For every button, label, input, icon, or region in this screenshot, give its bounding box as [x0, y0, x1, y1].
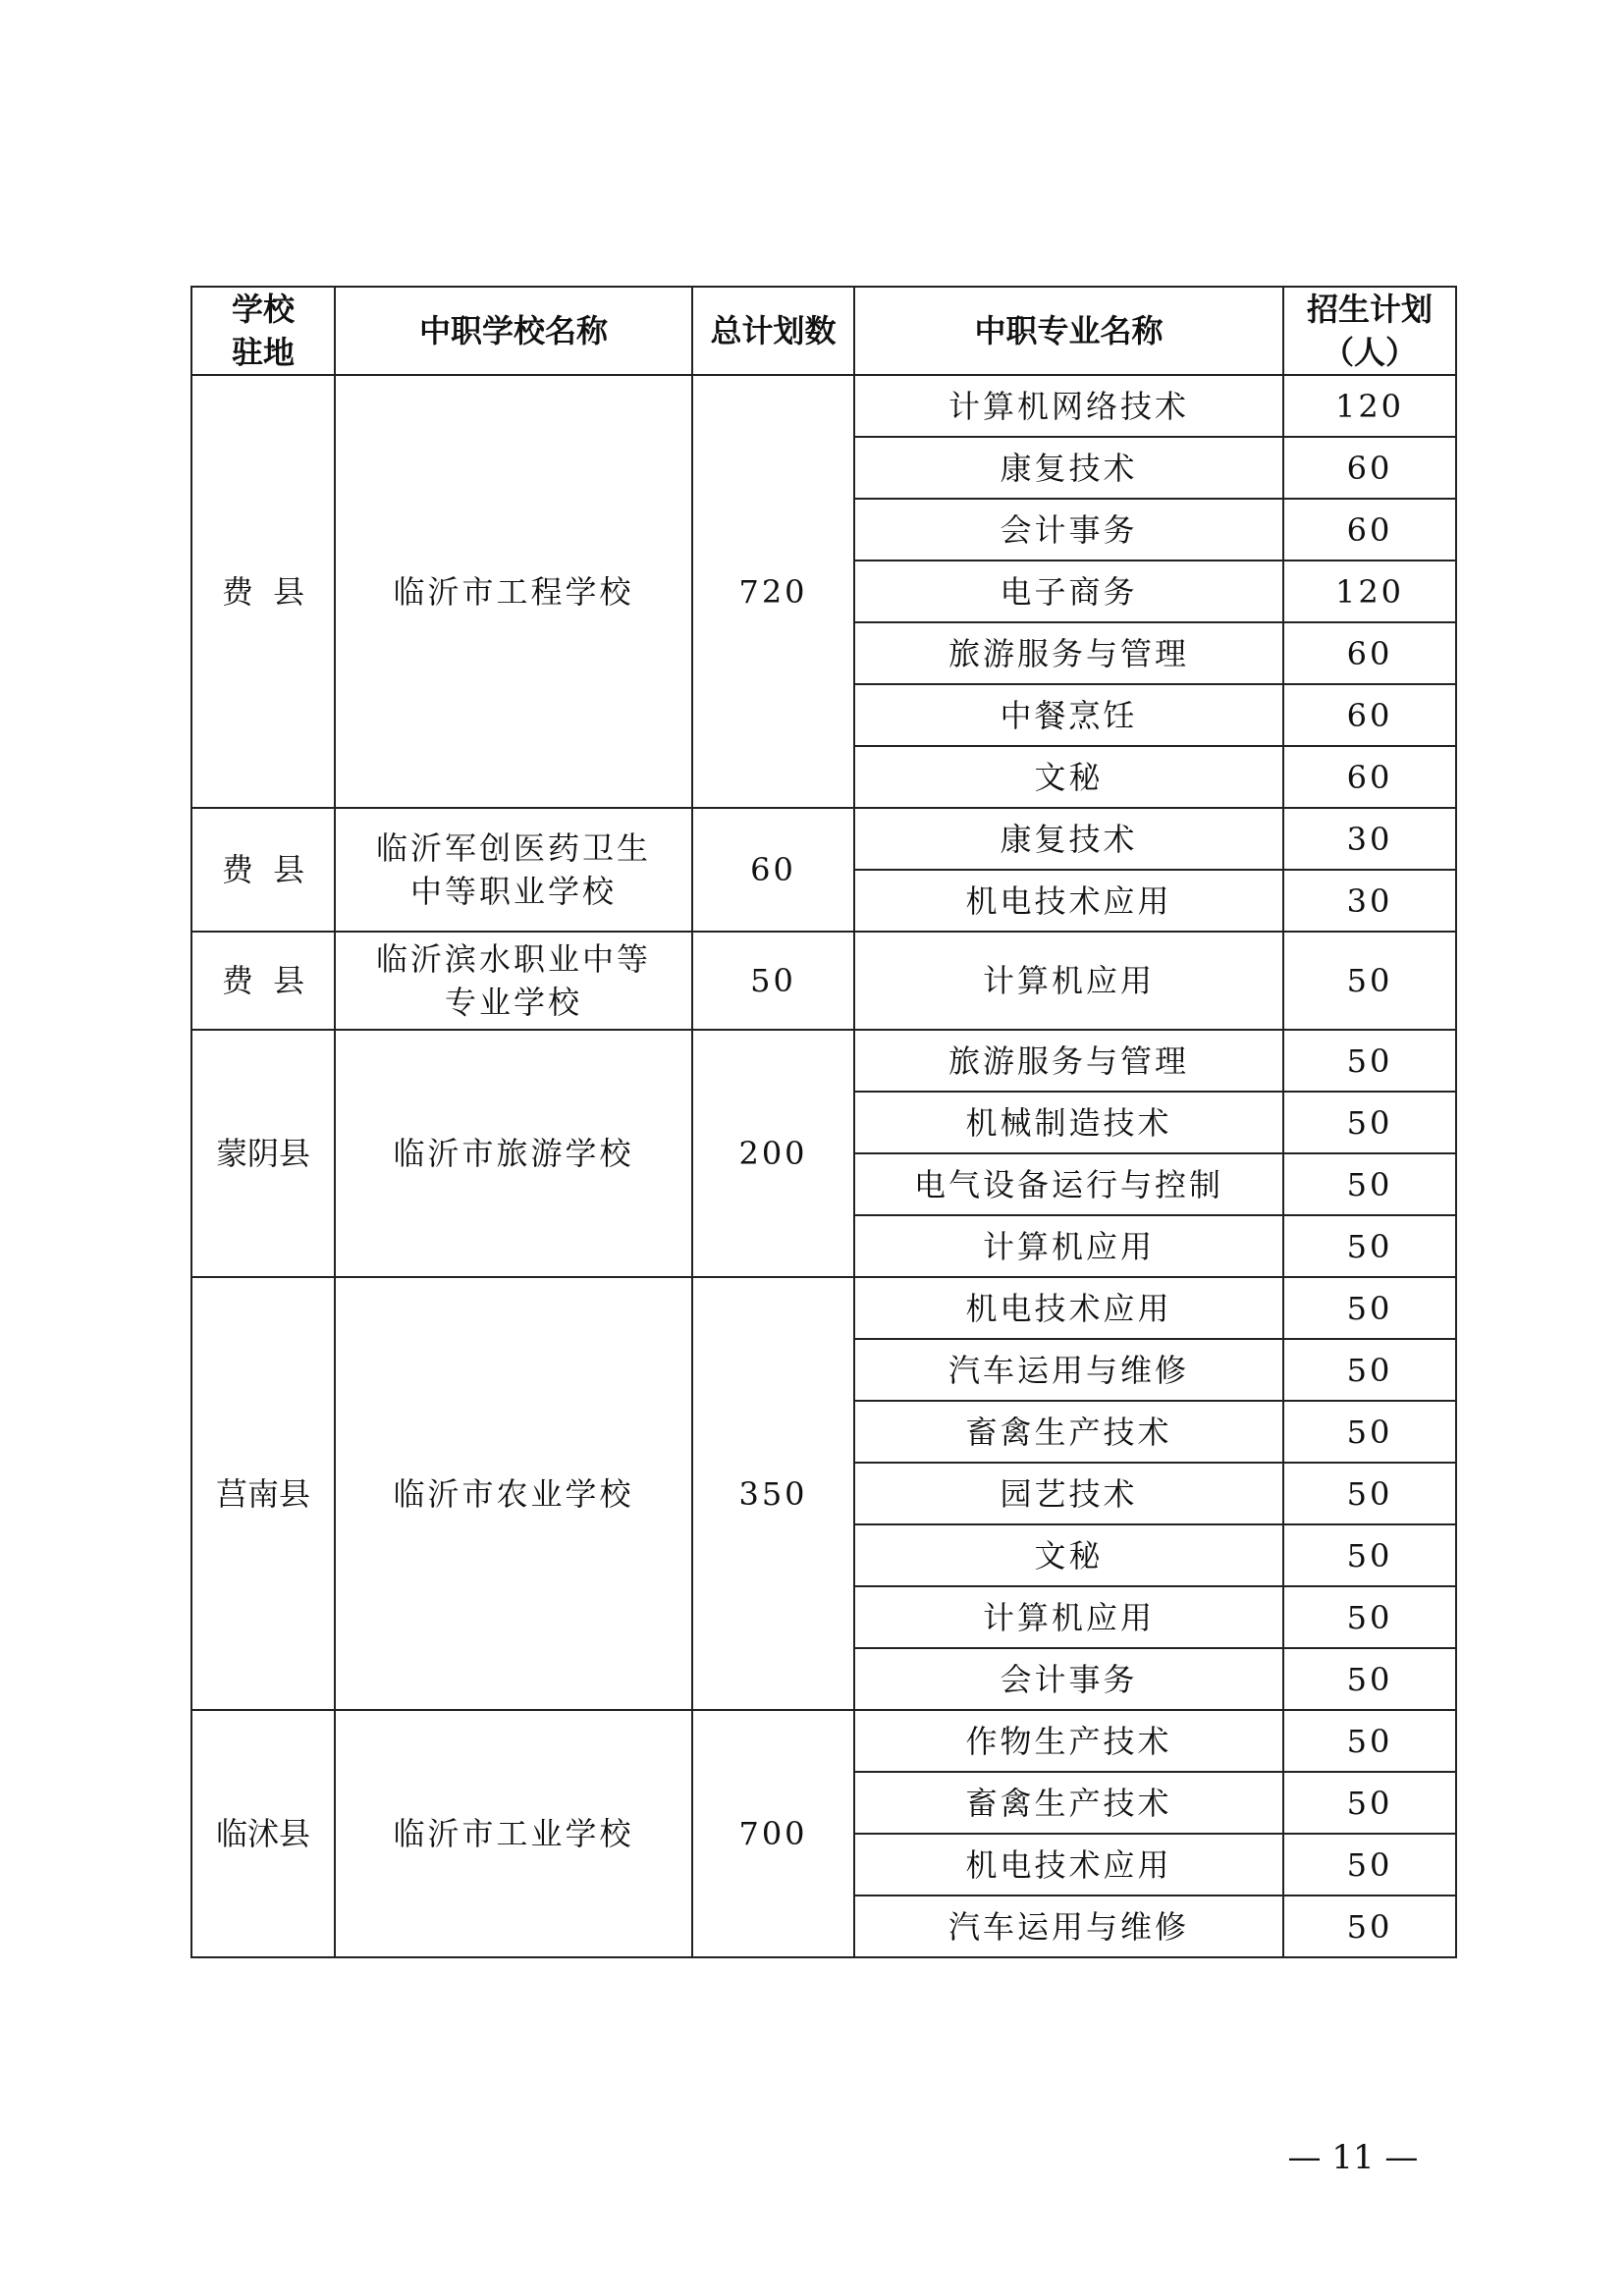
major-name-cell: 计算机应用 — [854, 1215, 1283, 1277]
enrollment-plan-cell: 50 — [1283, 1586, 1456, 1648]
header-school-name: 中职学校名称 — [335, 287, 692, 375]
major-name-cell: 畜禽生产技术 — [854, 1772, 1283, 1834]
table-header-row — [191, 287, 1456, 375]
header-major-name: 中职专业名称 — [854, 287, 1283, 375]
major-name-cell: 园艺技术 — [854, 1463, 1283, 1524]
table-row — [191, 808, 1456, 870]
major-name-cell: 康复技术 — [854, 808, 1283, 870]
major-name-cell: 计算机网络技术 — [854, 375, 1283, 437]
total-plan-cell: 720 — [692, 375, 854, 808]
school-name-cell: 临沂军创医药卫生 中等职业学校 — [335, 808, 692, 932]
header-total-plan: 总计划数 — [692, 287, 854, 375]
enrollment-plan-cell: 50 — [1283, 1834, 1456, 1896]
enrollment-plan-cell: 50 — [1283, 1277, 1456, 1339]
total-plan-cell: 700 — [692, 1710, 854, 1957]
major-name-cell: 机械制造技术 — [854, 1092, 1283, 1153]
major-name-cell: 文秘 — [854, 1524, 1283, 1586]
major-name-cell: 旅游服务与管理 — [854, 622, 1283, 684]
major-name-cell: 电气设备运行与控制 — [854, 1153, 1283, 1215]
enrollment-plan-cell: 30 — [1283, 808, 1456, 870]
school-location-cell: 费 县 — [191, 932, 335, 1030]
enrollment-plan-cell: 60 — [1283, 746, 1456, 808]
major-name-cell: 旅游服务与管理 — [854, 1030, 1283, 1092]
page-number: — 11 — — [1287, 2138, 1419, 2177]
table-row — [191, 375, 1456, 437]
enrollment-plan-cell: 50 — [1283, 1463, 1456, 1524]
enrollment-plan-cell: 120 — [1283, 375, 1456, 437]
enrollment-plan-cell: 50 — [1283, 1710, 1456, 1772]
major-name-cell: 中餐烹饪 — [854, 684, 1283, 746]
enrollment-plan-table — [190, 286, 1457, 1958]
school-location-cell: 费 县 — [191, 808, 335, 932]
school-location-cell: 蒙阴县 — [191, 1030, 335, 1277]
total-plan-cell: 200 — [692, 1030, 854, 1277]
total-plan-cell: 50 — [692, 932, 854, 1030]
enrollment-plan-cell: 50 — [1283, 1030, 1456, 1092]
enrollment-plan-cell: 60 — [1283, 622, 1456, 684]
school-location-cell: 莒南县 — [191, 1277, 335, 1710]
school-name-cell: 临沂市旅游学校 — [335, 1030, 692, 1277]
major-name-cell: 康复技术 — [854, 437, 1283, 499]
school-name-cell: 临沂市农业学校 — [335, 1277, 692, 1710]
enrollment-plan-cell: 50 — [1283, 1648, 1456, 1710]
major-name-cell: 畜禽生产技术 — [854, 1401, 1283, 1463]
school-location-cell: 费 县 — [191, 375, 335, 808]
enrollment-plan-cell: 60 — [1283, 684, 1456, 746]
enrollment-plan-cell: 50 — [1283, 1153, 1456, 1215]
school-name-cell: 临沂滨水职业中等 专业学校 — [335, 932, 692, 1030]
enrollment-plan-cell: 50 — [1283, 1215, 1456, 1277]
header-enrollment-plan: 招生计划 （人） — [1283, 287, 1456, 375]
school-name-cell: 临沂市工程学校 — [335, 375, 692, 808]
major-name-cell: 会计事务 — [854, 1648, 1283, 1710]
school-location-cell: 临沭县 — [191, 1710, 335, 1957]
major-name-cell: 计算机应用 — [854, 932, 1283, 1030]
major-name-cell: 作物生产技术 — [854, 1710, 1283, 1772]
enrollment-plan-cell: 60 — [1283, 499, 1456, 561]
enrollment-plan-cell: 50 — [1283, 932, 1456, 1030]
header-location: 学校 驻地 — [191, 287, 335, 375]
major-name-cell: 机电技术应用 — [854, 870, 1283, 932]
school-name-cell: 临沂市工业学校 — [335, 1710, 692, 1957]
enrollment-plan-cell: 120 — [1283, 561, 1456, 622]
enrollment-plan-cell: 50 — [1283, 1524, 1456, 1586]
table-body — [191, 375, 1456, 1957]
total-plan-cell: 350 — [692, 1277, 854, 1710]
table-row — [191, 1030, 1456, 1092]
enrollment-plan-cell: 50 — [1283, 1772, 1456, 1834]
table-row — [191, 1710, 1456, 1772]
major-name-cell: 汽车运用与维修 — [854, 1896, 1283, 1957]
major-name-cell: 汽车运用与维修 — [854, 1339, 1283, 1401]
total-plan-cell: 60 — [692, 808, 854, 932]
enrollment-plan-cell: 50 — [1283, 1896, 1456, 1957]
major-name-cell: 机电技术应用 — [854, 1834, 1283, 1896]
enrollment-plan-cell: 60 — [1283, 437, 1456, 499]
enrollment-plan-cell: 30 — [1283, 870, 1456, 932]
table-row — [191, 932, 1456, 1030]
major-name-cell: 电子商务 — [854, 561, 1283, 622]
enrollment-plan-cell: 50 — [1283, 1339, 1456, 1401]
major-name-cell: 机电技术应用 — [854, 1277, 1283, 1339]
enrollment-plan-cell: 50 — [1283, 1401, 1456, 1463]
major-name-cell: 会计事务 — [854, 499, 1283, 561]
table-row — [191, 1277, 1456, 1339]
enrollment-plan-cell: 50 — [1283, 1092, 1456, 1153]
major-name-cell: 文秘 — [854, 746, 1283, 808]
major-name-cell: 计算机应用 — [854, 1586, 1283, 1648]
